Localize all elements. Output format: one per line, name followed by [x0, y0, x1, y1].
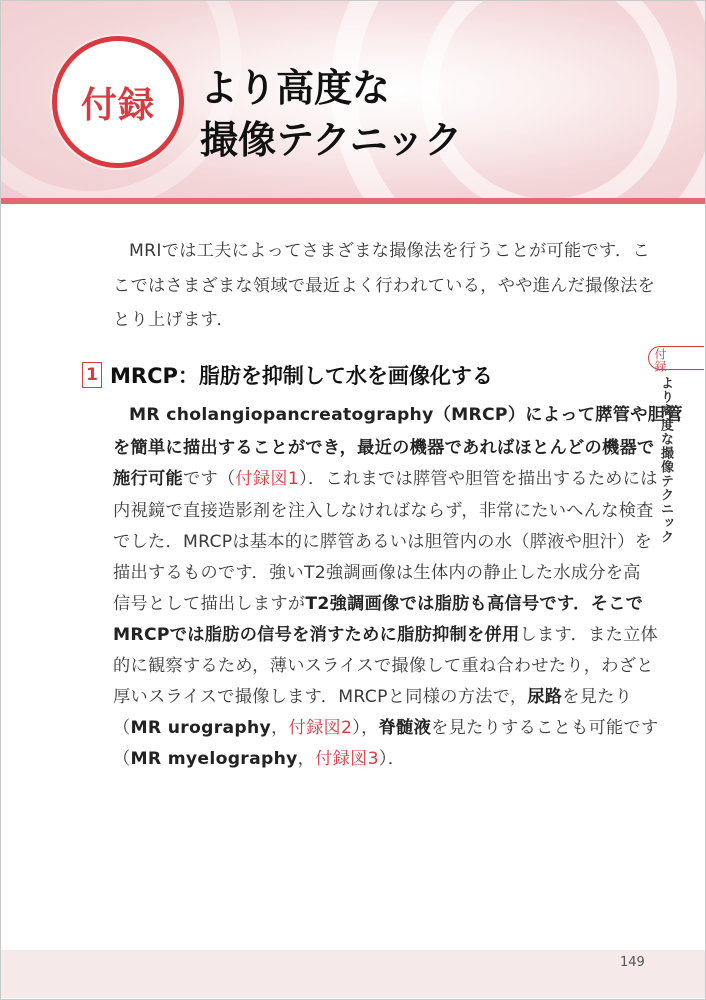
body-text: ， — [297, 749, 316, 769]
bold-text: 施行可能 — [113, 469, 183, 489]
figure-ref-3: 付録図3 — [315, 749, 379, 769]
body-text: （ — [113, 749, 131, 769]
body-line-4: 内視鏡で直接造影剤を注入しなければならず，非常にたいへんな検査 — [113, 501, 654, 521]
side-tab-tag-label: 付録 — [653, 348, 667, 372]
intro-line-2: こではさまざまな領域で最近よく行われている，やや進んだ撮像法を — [113, 276, 656, 296]
body-text: 信号として描出しますが — [113, 594, 306, 614]
bold-text: MR myelography — [130, 749, 298, 769]
section-title: MRCP：脂肪を抑制して水を画像化する — [110, 364, 493, 388]
intro-line-3: とり上げます． — [113, 310, 235, 330]
bold-text: 尿路 — [527, 687, 563, 707]
body-text: 厚いスライスで撮像します．MRCPと同様の方法で， — [113, 687, 528, 707]
body-line-9: 的に観察するため，薄いスライスで撮像して重ね合わせたり，わざと — [113, 656, 654, 676]
title-line-2: 撮像テクニック — [200, 118, 463, 162]
body-line-1: MR cholangiopancreatography（MRCP）によって膵管や胆管 — [129, 405, 683, 425]
body-line-2: を簡単に描出することができ，最近の機器であればほとんどの機器で — [113, 438, 655, 458]
body-text: を見たり — [562, 687, 633, 707]
section-number: 1 — [82, 362, 102, 388]
bold-text: 脊髄液 — [378, 718, 432, 738]
appendix-badge-label: 付録 — [80, 84, 155, 126]
body-text: （ — [113, 718, 131, 738]
figure-ref-2: 付録図2 — [288, 718, 353, 738]
body-line-5: でした．MRCPは基本的に膵管あるいは胆管内の水（膵液や胆汁）を — [113, 532, 653, 552]
intro-line-1: MRIでは工夫によってさまざまな撮像法を行うことが可能です．こ — [129, 241, 651, 261]
bold-text: MR urography — [130, 718, 272, 738]
page-number: 149 — [620, 955, 645, 970]
body-text: します．また立体 — [519, 625, 659, 645]
body-text: ）， — [352, 718, 379, 738]
body-text: ）．これまでは膵管や胆管を描出するためには — [299, 469, 658, 489]
figure-ref-1: 付録図1 — [235, 469, 300, 489]
body-text: を見たりすることも可能です — [431, 718, 659, 738]
bold-text: T2強調画像では脂肪も高信号です．そこで — [305, 594, 644, 614]
body-text: ， — [271, 718, 289, 738]
title-line-1: より高度な — [200, 66, 391, 110]
body-text: です（ — [182, 469, 236, 489]
side-tab-title: より高度な撮像テクニック — [658, 376, 673, 544]
body-line-6: 描出するものです．強いT2強調画像は生体内の静止した水成分を高 — [113, 563, 641, 583]
body-text: ）． — [378, 749, 406, 769]
bold-text: MRCPでは脂肪の信号を消すために脂肪抑制を併用 — [113, 625, 520, 645]
